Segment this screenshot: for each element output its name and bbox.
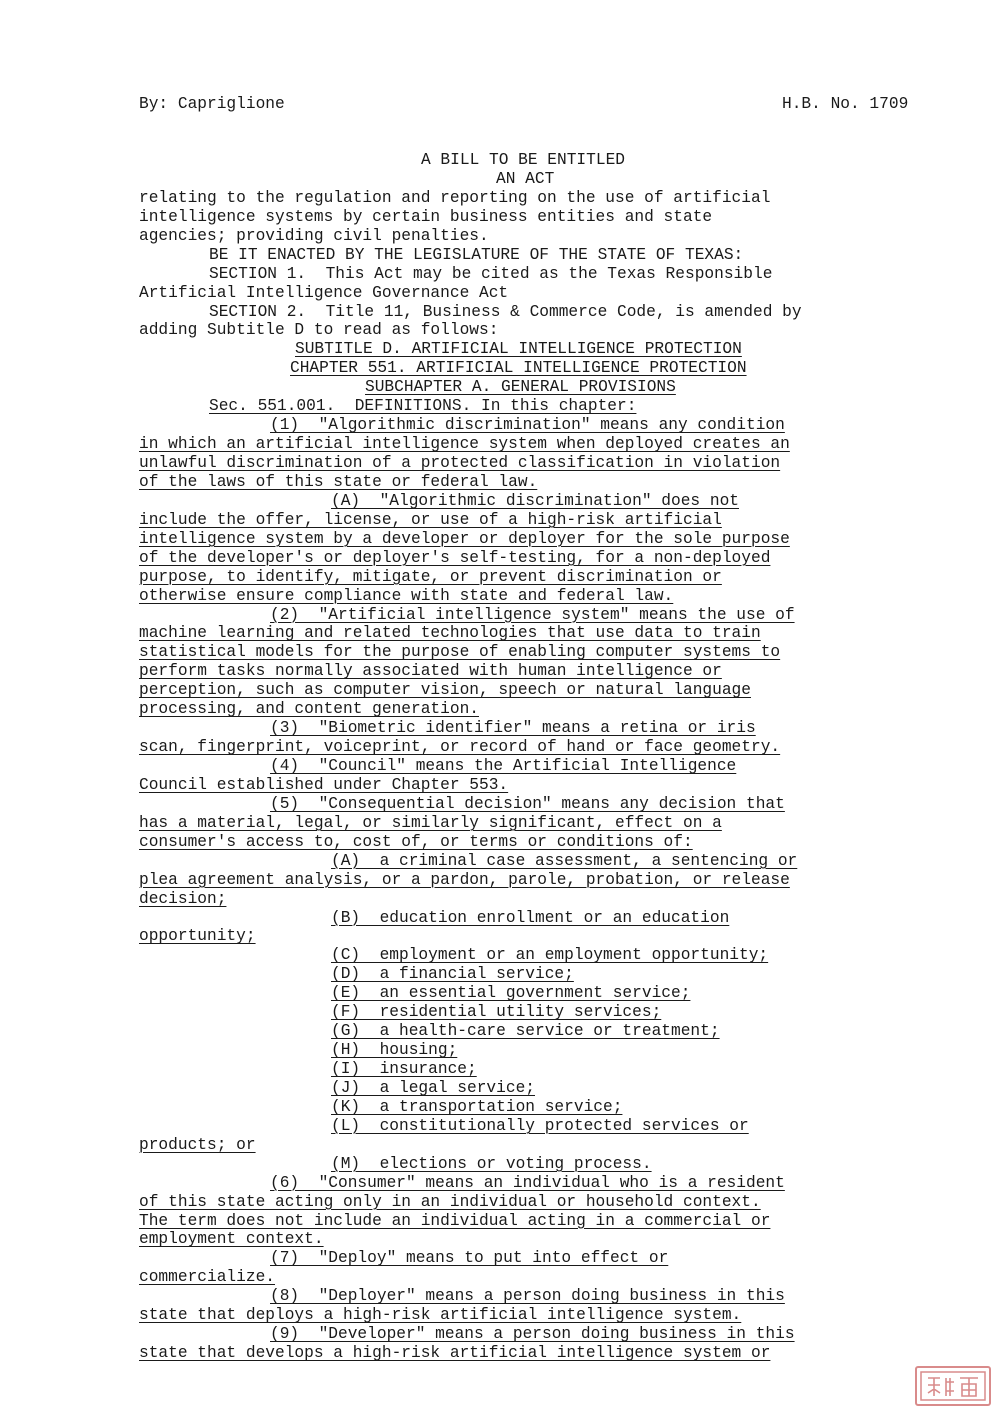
bill-text-line: adding Subtitle D to read as follows: (139, 321, 499, 340)
bill-text-line (139, 681, 839, 700)
bill-text-line (139, 700, 839, 719)
bill-text-line (139, 378, 839, 397)
underlined-text: products; or (139, 1135, 256, 1154)
bill-text-line (139, 416, 839, 435)
bill-title-line2: AN ACT (496, 169, 555, 188)
bill-text-line (139, 643, 839, 662)
underlined-text: perform tasks normally associated with human intelligence or (139, 662, 722, 681)
bill-title-line1: A BILL TO BE ENTITLED (421, 151, 625, 169)
bill-text-line (139, 1193, 839, 1212)
underlined-text: of the developer's or deployer's self-testing, for a non-deployed (139, 548, 771, 567)
bill-text-line (139, 549, 839, 568)
bill-text-line (139, 984, 839, 1003)
bill-text-line (139, 833, 839, 852)
bill-text-line (139, 1060, 839, 1079)
underlined-text: include the offer, license, or use of a high-risk artificial (139, 510, 722, 529)
underlined-text: (4) "Council" means the Artificial Intelligence (270, 757, 737, 775)
bill-text-line (139, 530, 839, 549)
bill-text-line (139, 852, 839, 871)
bill-text-line (139, 511, 839, 530)
bill-text-line (139, 1268, 839, 1287)
underlined-text: statistical models for the purpose of enabling computer systems to (139, 643, 781, 662)
bill-number: H.B. No. 1709 (782, 95, 909, 113)
bill-text-line (139, 890, 839, 909)
underlined-text: (D) a financial service; (331, 965, 574, 984)
underlined-text: perception, such as computer vision, speech or natural language (139, 681, 751, 700)
bill-text-line (139, 1344, 839, 1363)
bill-text-line (139, 340, 839, 359)
underlined-text: of the laws of this state or federal law. (139, 472, 538, 491)
underlined-text: (2) "Artificial intelligence system" means the use of (270, 605, 795, 624)
underlined-text: decision; (139, 889, 227, 908)
bill-text-line: agencies; providing civil penalties. (139, 226, 489, 245)
bill-text-line (139, 397, 839, 416)
underlined-text: unlawful discrimination of a protected classification in violation (139, 454, 781, 472)
bill-text-line (139, 1155, 839, 1174)
underlined-text: (8) "Deployer" means a person doing business in this (270, 1287, 785, 1306)
bill-text-line (139, 795, 839, 814)
bill-text-line (139, 1003, 839, 1022)
underlined-text: (6) "Consumer" means an individual who is a resident (270, 1173, 785, 1192)
bill-text-line (139, 435, 839, 454)
bill-text-line: SECTION 2. Title 11, Business & Commerce Code, is amended by (209, 302, 802, 321)
underlined-text: (9) "Developer" means a person doing business in this (270, 1325, 795, 1344)
underlined-text: (K) a transportation service; (331, 1097, 623, 1116)
underlined-text: (1) "Algorithmic discrimination" means any condition (270, 416, 785, 435)
underlined-text: (M) elections or voting process. (331, 1154, 652, 1173)
underlined-text: has a material, legal, or similarly significant, effect on a (139, 813, 722, 832)
underlined-text: (J) a legal service; (331, 1078, 535, 1097)
bill-text-line (139, 965, 839, 984)
bill-text-line (139, 1022, 839, 1041)
underlined-text: (G) a health-care service or treatment; (331, 1022, 720, 1041)
bill-text-line (139, 1230, 839, 1249)
bill-text-line (139, 909, 839, 928)
underlined-text: intelligence system by a developer or deployer for the sole purpose (139, 529, 790, 548)
bill-text-line (139, 1174, 839, 1193)
bill-text-line (139, 492, 839, 511)
underlined-text: CHAPTER 551. ARTIFICIAL INTELLIGENCE PROTECTION (290, 359, 747, 378)
underlined-text: commercialize. (139, 1268, 275, 1287)
bill-text-line: relating to the regulation and reporting on the use of artificial (139, 188, 771, 207)
bill-text-line (139, 927, 839, 946)
underlined-text: (5) "Consequential decision" means any decision that (270, 794, 785, 813)
bill-text-line (139, 606, 839, 625)
bill-text-line: BE IT ENACTED BY THE LEGISLATURE OF THE STATE OF TEXAS: (209, 245, 744, 264)
underlined-text: otherwise ensure compliance with state and federal law. (139, 586, 674, 605)
bill-text-line (139, 757, 839, 776)
red-seal-stamp-icon (915, 1366, 991, 1406)
bill-author: By: Capriglione (139, 95, 285, 113)
underlined-text: (7) "Deploy" means to put into effect or (270, 1249, 669, 1268)
bill-body (139, 151, 839, 1363)
underlined-text: (C) employment or an employment opportunity; (331, 946, 769, 965)
underlined-text: The term does not include an individual acting in a commercial or (139, 1211, 771, 1230)
underlined-text: (B) education enrollment or an education (331, 908, 730, 927)
bill-text-line (139, 662, 839, 681)
underlined-text: SUBTITLE D. ARTIFICIAL INTELLIGENCE PROTECTION (295, 340, 742, 359)
bill-text-line (139, 1098, 839, 1117)
bill-text-line: intelligence systems by certain business entities and state (139, 207, 713, 226)
underlined-text: processing, and content generation. (139, 700, 479, 719)
bill-text-line (139, 587, 839, 606)
underlined-text: scan, fingerprint, voiceprint, or record of hand or face geometry. (139, 738, 781, 757)
underlined-text: state that develops a high-risk artificial intelligence system or (139, 1344, 771, 1363)
bill-text-line (139, 719, 839, 738)
underlined-text: SUBCHAPTER A. GENERAL PROVISIONS (365, 378, 676, 397)
bill-text-line (139, 1249, 839, 1268)
bill-text-line (139, 1287, 839, 1306)
bill-text-line: Artificial Intelligence Governance Act (139, 283, 509, 302)
underlined-text: (H) housing; (331, 1041, 458, 1060)
underlined-text: machine learning and related technologies that use data to train (139, 624, 761, 643)
bill-text-line (139, 1117, 839, 1136)
bill-text-line (139, 776, 839, 795)
bill-text-line (139, 1041, 839, 1060)
underlined-text: (L) constitutionally protected services or (331, 1116, 749, 1135)
bill-text-line (139, 359, 839, 378)
underlined-text: (E) an essential government service; (331, 984, 691, 1003)
underlined-text: employment context. (139, 1230, 324, 1249)
bill-text-lines (139, 189, 839, 1363)
bill-text-line (139, 473, 839, 492)
underlined-text: purpose, to identify, mitigate, or prevent discrimination or (139, 567, 722, 586)
bill-text-line: SECTION 1. This Act may be cited as the Texas Responsible (209, 264, 773, 283)
underlined-text: of this state acting only in an individual or household context. (139, 1192, 761, 1211)
bill-text-line (139, 624, 839, 643)
underlined-text: in which an artificial intelligence system when deployed creates an (139, 435, 790, 454)
underlined-text: state that deploys a high-risk artificial intelligence system. (139, 1306, 742, 1325)
underlined-text: (I) insurance; (331, 1060, 477, 1078)
underlined-text: consumer's access to, cost of, or terms or conditions of: (139, 832, 693, 851)
underlined-text: (3) "Biometric identifier" means a retina or iris (270, 719, 756, 738)
bill-text-line (139, 1136, 839, 1155)
bill-text-line (139, 814, 839, 833)
underlined-text: Sec. 551.001. DEFINITIONS. In this chapter: (209, 397, 637, 416)
underlined-text: opportunity; (139, 927, 256, 946)
bill-text-line (139, 1079, 839, 1098)
bill-text-line (139, 454, 839, 473)
bill-text-line (139, 1306, 839, 1325)
bill-text-line (139, 1325, 839, 1344)
underlined-text: Council established under Chapter 553. (139, 775, 509, 794)
underlined-text: (A) a criminal case assessment, a sentencing or (331, 851, 798, 870)
underlined-text: (F) residential utility services; (331, 1003, 662, 1022)
bill-text-line (139, 871, 839, 890)
bill-text-line (139, 568, 839, 587)
bill-text-line (139, 1212, 839, 1231)
underlined-text: plea agreement analysis, or a pardon, parole, probation, or release (139, 870, 790, 889)
underlined-text: (A) "Algorithmic discrimination" does not (331, 491, 739, 510)
bill-text-line (139, 946, 839, 965)
bill-text-line (139, 738, 839, 757)
